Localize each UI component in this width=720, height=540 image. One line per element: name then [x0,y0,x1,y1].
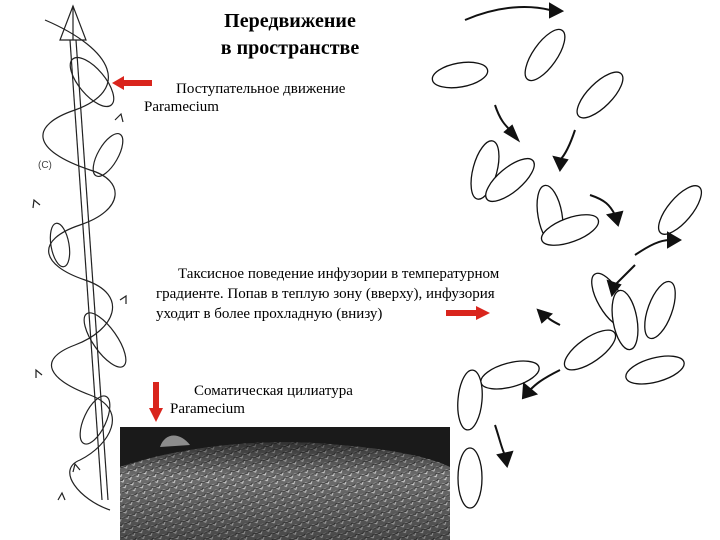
forward-line-2: Paramecium [144,99,219,115]
slide-title [190,8,390,62]
taxis-line-3: уходит в более прохладную (внизу) [156,306,383,322]
title-line-2: в пространстве [220,37,360,59]
cilia-micrograph [120,427,450,540]
figure-label: (C) [38,160,52,171]
cilia-line-1: Соматическая цилиатура [194,383,353,399]
forward-motion-label [144,80,404,116]
somatic-cilia-label [170,382,410,418]
red-arrow-right-icon [446,306,490,320]
title-line-1: Передвижение [224,10,356,32]
red-arrow-down-icon [149,382,163,422]
taxis-line-1: Таксисное поведение инфузории в температурном [178,266,500,282]
cilia-line-2: Paramecium [170,401,245,417]
taxis-line-2: градиенте. Попав в теплую зону (вверху), инфузория [156,286,495,302]
forward-line-1: Поступательное движение [176,81,346,97]
